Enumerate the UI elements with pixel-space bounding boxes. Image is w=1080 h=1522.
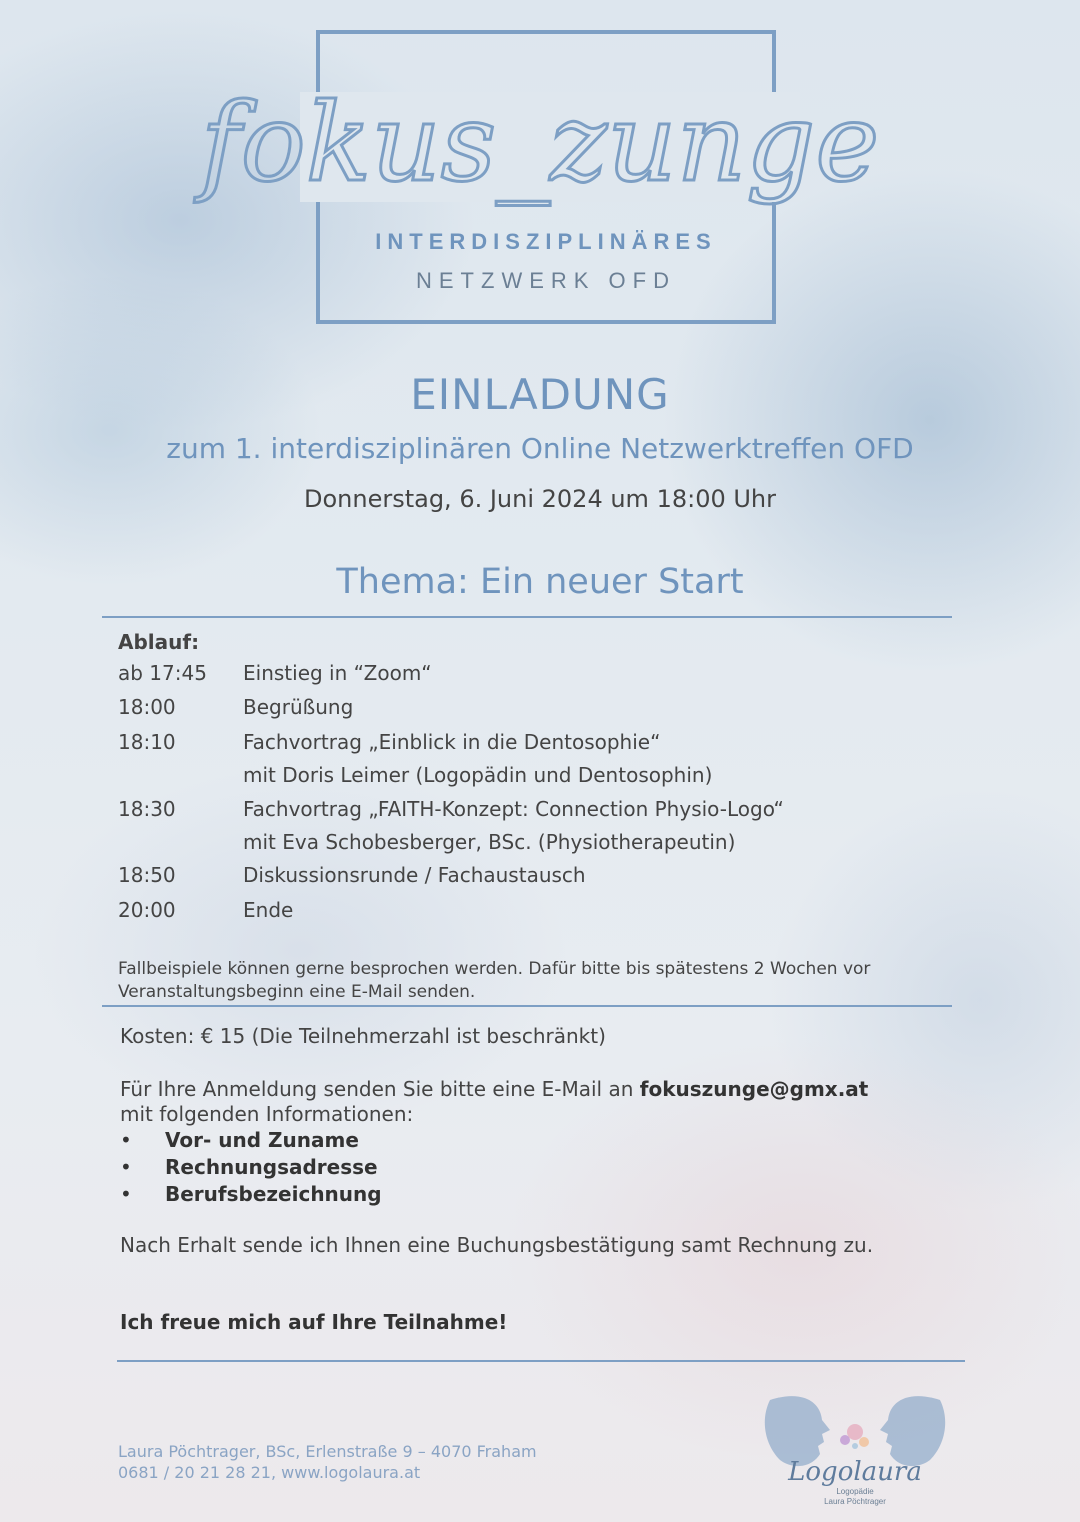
divider-top — [102, 616, 952, 618]
agenda-item: Fachvortrag „FAITH-Konzept: Connection Physio-Logo“ — [243, 797, 784, 821]
flower-icon — [852, 1443, 858, 1449]
agenda-item: mit Doris Leimer (Logopädin und Dentosophin) — [243, 763, 713, 787]
list-item-label: Berufsbezeichnung — [165, 1182, 382, 1206]
footer-contact — [118, 1441, 537, 1483]
agenda-time: ab 17:45 — [118, 661, 207, 685]
face-right-icon — [880, 1396, 945, 1466]
event-topic: Thema: Ein neuer Start — [336, 562, 744, 602]
logo-subtitle-network: NETZWERK OFD — [416, 268, 676, 293]
agenda-time: 18:30 — [118, 797, 176, 821]
registration-intro-text2: mit folgenden Informationen: — [120, 1102, 414, 1126]
flower-icon — [859, 1437, 869, 1447]
case-study-note: Fallbeispiele können gerne besprochen werden. Dafür bitte bis spätestens 2 Wochen vor Veranstaltungsbeginn eine E-Mail senden. — [118, 959, 871, 1002]
registration-intro — [120, 1077, 960, 1127]
logo-owner: Laura Pöchtrager — [824, 1497, 886, 1506]
list-item-label: Rechnungsadresse — [165, 1155, 378, 1179]
logo-subtitle-interdisciplinary: INTERDISZIPLINÄRES — [375, 229, 717, 254]
agenda-item: Einstieg in “Zoom“ — [243, 661, 432, 685]
list-item-label: Vor- und Zuname — [165, 1128, 359, 1152]
agenda-item: Fachvortrag „Einblick in die Dentosophie“ — [243, 730, 661, 754]
event-date: Donnerstag, 6. Juni 2024 um 18:00 Uhr — [303, 485, 777, 513]
closing-text: Ich freue mich auf Ihre Teilnahme! — [120, 1310, 508, 1334]
logo-subtitle: Logopädie — [836, 1487, 874, 1496]
confirmation-text: Nach Erhalt sende ich Ihnen eine Buchungsbestätigung samt Rechnung zu. — [120, 1233, 874, 1257]
divider-middle — [102, 1005, 952, 1007]
logolaura-logo — [760, 1390, 950, 1510]
divider-bottom — [117, 1360, 965, 1362]
logo-script-text: fokus_zunge — [200, 88, 880, 206]
invitation-title: EINLADUNG — [410, 370, 670, 419]
agenda-time: 18:50 — [118, 863, 176, 887]
agenda-item: Ende — [243, 898, 294, 922]
fokus-zunge-logo — [90, 88, 990, 228]
bullet-icon: • — [120, 1182, 132, 1206]
flower-icon — [840, 1435, 850, 1445]
bullet-icon: • — [120, 1155, 132, 1179]
invitation-subtitle: zum 1. interdisziplinären Online Netzwerktreffen OFD — [166, 432, 914, 465]
registration-email-link[interactable]: fokuszunge@gmx.at — [639, 1077, 869, 1101]
footer-address: Laura Pöchtrager, BSc, Erlenstraße 9 – 4070 Fraham — [118, 1442, 537, 1461]
agenda-label: Ablauf: — [118, 630, 200, 654]
costs-text: Kosten: € 15 (Die Teilnehmerzahl ist beschränkt) — [120, 1024, 606, 1048]
agenda-time: 18:10 — [118, 730, 176, 754]
agenda-item: Diskussionsrunde / Fachaustausch — [243, 863, 586, 887]
flower-icon — [847, 1424, 863, 1440]
face-left-icon — [765, 1396, 830, 1466]
agenda-item: Begrüßung — [243, 695, 354, 719]
bullet-icon: • — [120, 1128, 132, 1152]
agenda-time: 18:00 — [118, 695, 176, 719]
logo-wordmark: Logolaura — [788, 1457, 922, 1487]
agenda-time: 20:00 — [118, 898, 176, 922]
agenda-item: mit Eva Schobesberger, BSc. (Physiotherapeutin) — [243, 830, 736, 854]
registration-intro-text: Für Ihre Anmeldung senden Sie bitte eine E-Mail an — [120, 1077, 640, 1101]
footer-phone-web[interactable]: 0681 / 20 21 28 21, www.logolaura.at — [118, 1463, 421, 1482]
